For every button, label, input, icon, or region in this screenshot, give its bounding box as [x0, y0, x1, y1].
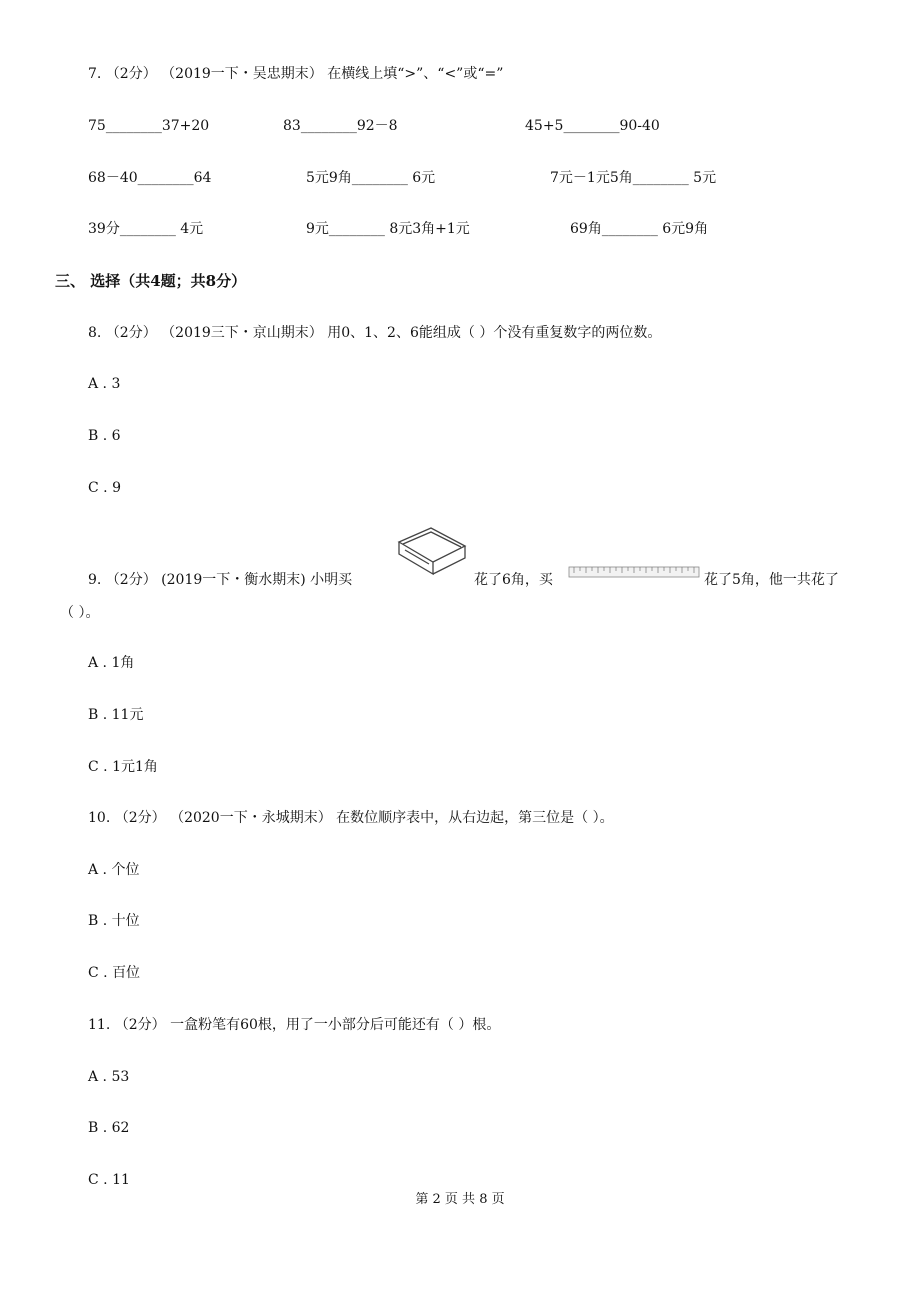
- q9-stem-part1: 9. （2分） (2019一下・衡水期末) 小明买: [88, 572, 353, 588]
- q7-blank-2: 83________92－8: [283, 118, 398, 134]
- q11-option-c: C . 11: [88, 1172, 130, 1188]
- q11-stem: 11. （2分） 一盒粉笔有60根，用了一小部分后可能还有（ ）根。: [88, 1017, 501, 1033]
- q10-option-a: A . 个位: [88, 862, 140, 878]
- ruler-image: [568, 564, 700, 580]
- q7-blank-9: 69角________ 6元9角: [570, 221, 709, 237]
- q9-stem-part4: （ ）。: [60, 605, 100, 621]
- q8-option-b: B . 6: [88, 428, 121, 444]
- q10-option-b: B . 十位: [88, 913, 140, 929]
- q8-option-c: C . 9: [88, 480, 121, 496]
- q9-stem-part2: 花了6角，买: [474, 572, 553, 588]
- q10-stem: 10. （2分） （2020一下・永城期末） 在数位顺序表中，从右边起，第三位是（ ）。: [88, 810, 614, 826]
- q7-blank-5: 5元9角________ 6元: [306, 170, 436, 186]
- q10-option-c: C . 百位: [88, 965, 141, 981]
- q11-option-a: A . 53: [88, 1069, 130, 1085]
- q9-option-a: A . 1角: [88, 655, 135, 671]
- page-footer: 第 2 页 共 8 页: [415, 1192, 505, 1207]
- q8-option-a: A . 3: [88, 376, 121, 392]
- section-3-heading: 三、 选择（共4题；共8分）: [55, 272, 247, 290]
- q8-stem: 8. （2分） （2019三下・京山期末） 用0、1、2、6能组成（ ）个没有重复数字的两位数。: [88, 325, 662, 341]
- q9-stem-part3: 花了5角，他一共花了: [704, 572, 839, 588]
- q7-blank-7: 39分________ 4元: [88, 221, 204, 237]
- q11-option-b: B . 62: [88, 1120, 130, 1136]
- eraser-image: [393, 524, 471, 580]
- q7-stem: 7. （2分） （2019一下・吴忠期末） 在横线上填“>”、“<”或“=”: [88, 66, 504, 82]
- q7-blank-1: 75________37+20: [88, 118, 210, 134]
- q7-blank-3: 45+5________90-40: [525, 118, 660, 134]
- q7-blank-4: 68－40________64: [88, 170, 212, 186]
- q7-blank-6: 7元－1元5角________ 5元: [550, 170, 717, 186]
- q9-option-c: C . 1元1角: [88, 759, 158, 775]
- q9-option-b: B . 11元: [88, 707, 144, 723]
- q7-blank-8: 9元________ 8元3角+1元: [306, 221, 470, 237]
